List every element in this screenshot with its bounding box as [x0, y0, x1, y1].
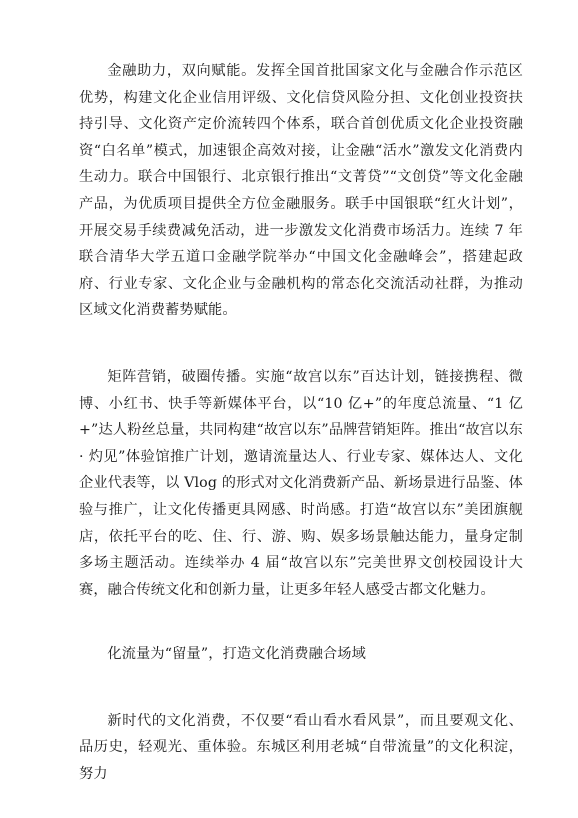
section-heading: 化流量为“留量”，打造文化消费融合场域 [107, 646, 366, 663]
paragraph-marketing: 矩阵营销，破圈传播。实施“故宫以东”百达计划，链接携程、微博、小红书、快手等新媒体平台，以“10 亿+”的年度总流量、“1 亿+”达人粉丝总量，共同构建“故宫以东”品牌营销矩阵。推出“故宫以东 · 灼见”体验馆推广计划，邀请流量达人、行业专家、媒体达人、文化企业代表等，以 Vlog 的形式对文化消费新产品、新场景进行品鉴、体验与推广，让文化传播更具网感、时尚感。打造“故宫以东”美团旗舰店，依托平台的吃、住、行、游、购、娱多场景触达能力，量身定制多场主题活动。连续举办 4 届“故宫以东”完美世界文创校园设计大赛，融合传统文化和创新力量，让更多年轻人感受古都文化魅力。 [79, 368, 523, 598]
paragraph-finance: 金融助力，双向赋能。发挥全国首批国家文化与金融合作示范区优势，构建文化企业信用评级、文化信贷风险分担、文化创业投资扶持引导、文化资产定价流转四个体系，联合首创优质文化企业投资融资“白名单”模式，加速银企高效对接，让金融“活水”激发文化消费内生动力。联合中国银行、北京银行推出“文菁贷”“文创贷”等文化金融产品，为优质项目提供全方位金融服务。联手中国银联“红火计划”，开展交易手续费减免活动，进一步激发文化消费市场活力。连续 7 年联合清华大学五道口金融学院举办“中国文化金融峰会”，搭建起政府、行业专家、文化企业与金融机构的常态化交流活动社群，为推动区域文化消费蓄势赋能。 [79, 63, 523, 319]
document-page [79, 58, 523, 788]
paragraph-consumption: 新时代的文化消费，不仅要“看山看水看风景”，而且要观文化、品历史，轻观光、重体验。东城区利用老城“自带流量”的文化积淀，努力 [79, 712, 523, 783]
